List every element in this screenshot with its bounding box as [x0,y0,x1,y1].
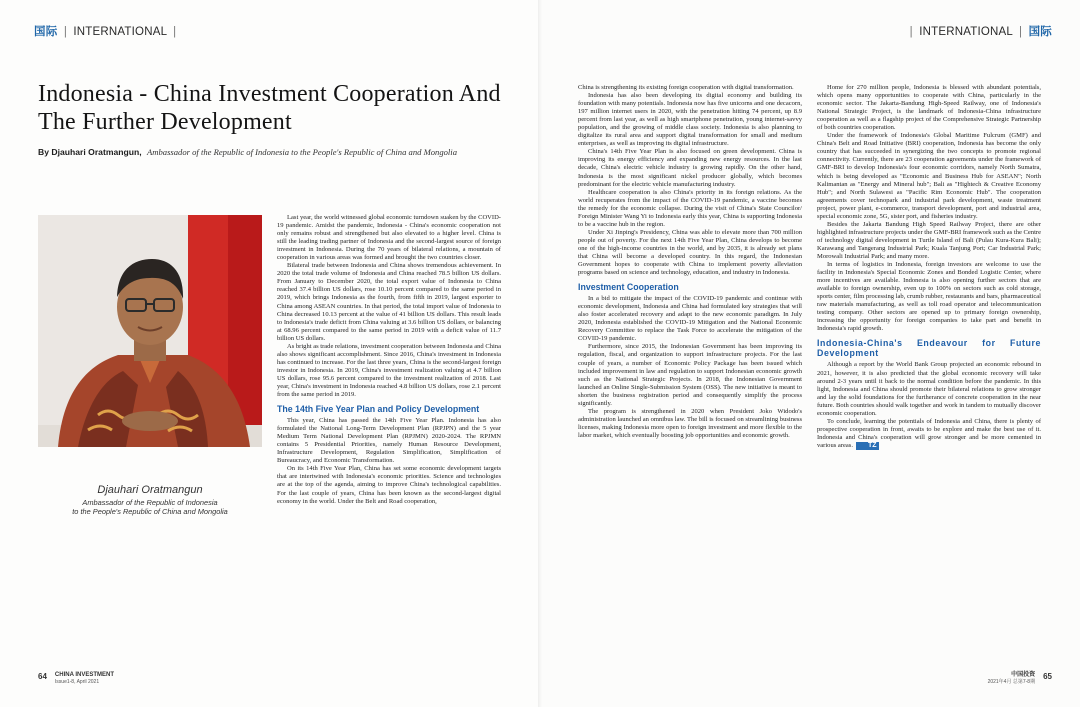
paragraph: Under the framework of Indonesia's Global Maritime Fulcrum (GMF) and China's Belt and Road Initiative (BRI) cooperation, Indonesia has become the only country that has succeeded in synergizing the two concepts to promote regional connectivity. Currently, there are 23 cooperation agreements under the framework of GMF-BRI to develop Indonesia's four economic corridors, namely North Sumatra, which is being developed as "Economic and Business Hub for ASEAN"; North Kalimantan as "Energy and Mineral hub"; Bali as "Hightech & Creative Economy Hub"; and North Sulawesi as "Pacific Rim Economic Hub". The cooperation agreements cover technopark and industrial park development, waste treatment project, power plant, e-commerce, transport development, port and industrial area, special economic zone, 5G, sister port, and fisheries industry. [817,132,1041,220]
column-2 [578,84,802,650]
paragraph: China's 14th Five Year Plan is also focused on green development. China is improving its energy efficiency and expanding new energy resources. In the last decade, China's electric vehicle industry is growing rapidly. On the other hand, Indonesia is the most significant nickel producer globally, which becomes predominant for the electric vehicle manufacturing industry. [578,148,802,188]
magazine-name: 中国投资 [1011,672,1036,678]
paragraph: In a bid to mitigate the impact of the COVID-19 pandemic and continue with economic development, Indonesia and China had formulated key strategies that will also foster accelerated recovery and adapt to the new economic paradigm. In July 2020, Indonesia established the COVID-19 Mitigation and the National Economic Recovery Committee to replace the Task Force to accelerate the mitigation of the COVID-19 pandemic. [578,295,802,343]
author-name: By Djauhari Oratmangun, [38,147,142,157]
footer-left [38,672,114,685]
separator: | [1019,26,1023,38]
paragraph: Home for 270 million people, Indonesia is blessed with abundant potentials, which opens many opportunities to cooperate with China, particularly in the economic sector. The Jakarta-Bandung High-Speed Railway, one of Indonesia's National Strategic Project, is the landmark of Indonesia-China infrastructure cooperation as well as a flagship project of the Comprehensive Strategic Partnership of both countries cooperation. [817,84,1041,132]
separator: | [63,26,67,38]
paragraph: China is strengthening its existing foreign cooperation with digital transformation. [578,84,794,91]
issue-info: Issue1-8, April 2021 [54,679,100,685]
page-number: 64 [38,672,47,681]
separator: | [173,26,177,38]
photo-caption [38,484,262,516]
section-heading: Indonesia-China's Endeavour for Future Development [817,338,1041,359]
paragraph: As bright as trade relations, investment cooperation between Indonesia and China also shows significant accomplishment. Since 2016, China's investment in Indonesia has continued to increase. For the last three years, China is the second-largest foreign investor in Indonesia. In 2019, China's investment realization valuing at 4.7 billion US dollars, rose 95.6 percent compared to the investment realization of 2018. Last year, China's investment in Indonesia reached 4.8 billion US dollars, rose 2.1 percent from the same period in 2019. [277,342,501,399]
paragraph: Bilateral trade between Indonesia and China shows tremendous achievement. In 2020 the total trade volume of Indonesia and China reached 78.5 billion US dollars. From January to December 2020, the total export value of Indonesia to China reached 37.4 billion US dollars, rose 10.10 percent compared to the same period in 2019, which brings Indonesia as the fourth, from fifth in 2019, largest exporter to China among ASEAN countries. In that period, the total import value of Indonesia to China decreased 10.13 percent at the value of 41 billion US dollars. This result leads to Indonesia's trade deficit from China valuing at 3.6 billion US dollars, or balancing at 68.96 percent compared to the same period in 2019 with a deficit value of 11.7 billion US dollars. [277,262,501,342]
paragraph: In terms of logistics in Indonesia, foreign investors are welcome to use the facility in Indonesia's Special Economic Zones and Bonded Logistic Center, where more incentives are available. Indonesia is also opening further sectors that are available to foreign ownership, even up to 100% on sectors such as cold storage, sports center, film processing lab, crumb rubber, restaurants and bars, pharmaceutical raw materials manufacturing, as well as toll road operator and telecommunication testing company. Other sectors are opened up to primary foreign ownership, increasing the opportunity for foreign companies to take part and benefit in Indonesia's rapid growth. [817,261,1041,333]
footer-right [988,672,1052,685]
caption-role-line: to the People's Republic of China and Mongolia [72,507,228,516]
author-role: Ambassador of the Republic of Indonesia to the People's Republic of China and Mongolia [147,147,457,157]
section-label-en: INTERNATIONAL [919,26,1013,38]
paragraph: Besides the Jakarta Bandung High Speed Railway Project, there are other highlighted infrastructure projects under the GMF-BRI framework such as the Centre of technology digital development in Turtle Island of Bali (Pulau Kura-Kura Bali); Karawang and Tangerang Industrial Park; Kuala Tanjung Port; Car Industrial Park; Morowali Industrial Park; and many more. [817,220,1041,260]
end-mark-logo: TZ [856,442,879,450]
paragraph: Indonesia has also been developing its digital economy and building its foundation with many potentials. Indonesia now has five unicorns and one decacorn, 197 million internet users in 2020, with the penetration hitting 74 percent, up 8.9 percent from last year, as well as high smartphone penetration, young internet-savvy population, and the growing of middle class society. Indonesia is also planning to digitalize its rural area and support digital transformation for small and medium enterprises, as well as improving its digital infrastructure. [578,92,802,148]
paragraph: The program is strengthened in 2020 when President Joko Widodo's administration launched an omnibus law. The bill is focused on streamlining business licenses, making Indonesia more open to foreign investment and more flexible to the labor market, which eventually boosting job opportunities and economic growth. [578,407,802,439]
paragraph: Although a report by the World Bank Group projected an economic rebound in 2021, however, it is also predicted that the global economic recovery will take around 2-3 years until it back to the normal condition before the pandemic. In this light, Indonesia and China should promote their bilateral relations to grow stronger and lay the solid foundations for the furtherance of concrete cooperation in the near future. Both countries should walk together and work in tandem to mutually discover economic cooperation. [817,361,1041,417]
issue-info: 2021年4月 总第7-8期 [987,679,1036,685]
paragraph-text: To conclude, learning the potentials of Indonesia and China, there is plenty of prospective cooperation in front, awaits to be explore and make the best use of it. Indonesia and China's cooperation will grow stronger and be more cemented in various areas. [817,417,1041,449]
portrait-illustration [38,215,262,447]
section-label-cn: 国际 [34,26,58,38]
paragraph: Furthermore, since 2015, the Indonesian Government has been improving its regulation, fiscal, and organization to support infrastructure projects. For the last couple of years, a number of Economic Policy Package has been issued which included improvement in law and regulation to support Indonesian economic growth such as the National Strategic Projects. In 2018, the Indonesian Government launched an Online Single-Submission System (OSS). The new initiative is meant to shorten the business registration period and consequently simplify the process significantly. [578,343,802,407]
byline [38,147,457,157]
page-number: 65 [1043,672,1052,681]
magazine-name: CHINA INVESTMENT [54,672,115,678]
paragraph: This year, China has passed the 14th Five Year Plan. Indonesia has also formulated the National Long-Term Development Plan (RPJPN) and the 5 year Medium Term National Development Plan (RPJMN) 2020-2024. The RPJMN contains 5 Presidential Priorities, namely Human Resource Development, Infrastructure Development, Regulation Simplification, Simplification of Bureaucracy, and Economic Transformation. [277,417,501,465]
column-3 [817,84,1041,652]
paragraph: Healthcare cooperation is also China's priority in its foreign relations. As the world recuperates from the impact of the COVID-19 pandemic, a vaccine becomes the remedy for the economic collapse. During the visit of China's State Councilor/ Foreign Minister Wang Yi to Indonesia early this year, China is supporting Indonesia to be a vaccine hub in the region. [578,188,802,228]
section-label-en: INTERNATIONAL [73,26,167,38]
page-gutter [538,0,542,707]
paragraph: Last year, the world witnessed global economic turndown suaken by the COVID-19 pandemic. Amidst the pandemic, Indonesia - China's economic cooperation not only remains robust and strengthened but also elevated to a higher level. China is still the leading trading partner of Indonesia and the second-largest source of foreign investment in Indonesia. During the 70 years of bilateral relations, a mountain of cooperation in various areas was formed and brought the two countries closer. [277,214,501,262]
section-heading: Investment Cooperation [578,282,679,293]
column-1 [277,214,501,646]
paragraph-final [817,418,1041,450]
caption-role-line: Ambassador of the Republic of Indonesia [82,498,218,507]
section-header-left [34,23,179,39]
section-header-right [907,23,1052,39]
author-photo [38,215,262,447]
separator: | [909,26,913,38]
section-heading: The 14th Five Year Plan and Policy Development [277,404,480,415]
paragraph: Under Xi Jinping's Presidency, China was able to elevate more than 700 million people out of poverty. For the next 14th Five Year Plan, China develops to become one of the high-income countries in the world, and by 2035, it is already set plans that China will become a developed country. In this regard, the Indonesian Government hopes to cooperate with China to implement poverty alleviation programs based on science and technology, education, and industry in Indonesia. [578,228,802,277]
caption-name: Djauhari Oratmangun [97,484,203,496]
article-title: Indonesia - China Investment Cooperation And The Further Development [38,81,501,135]
section-label-cn: 国际 [1028,26,1052,38]
paragraph: On its 14th Five Year Plan, China has set some economic development targets that are intertwined with Indonesia's economic priorities. Science and technologies are at the top of the agenda, aiming to improve China's technological capabilities. For the last couple of years, China has been known as the second-largest digital economy in the world. Under the Belt and Road cooperation, [277,465,501,505]
